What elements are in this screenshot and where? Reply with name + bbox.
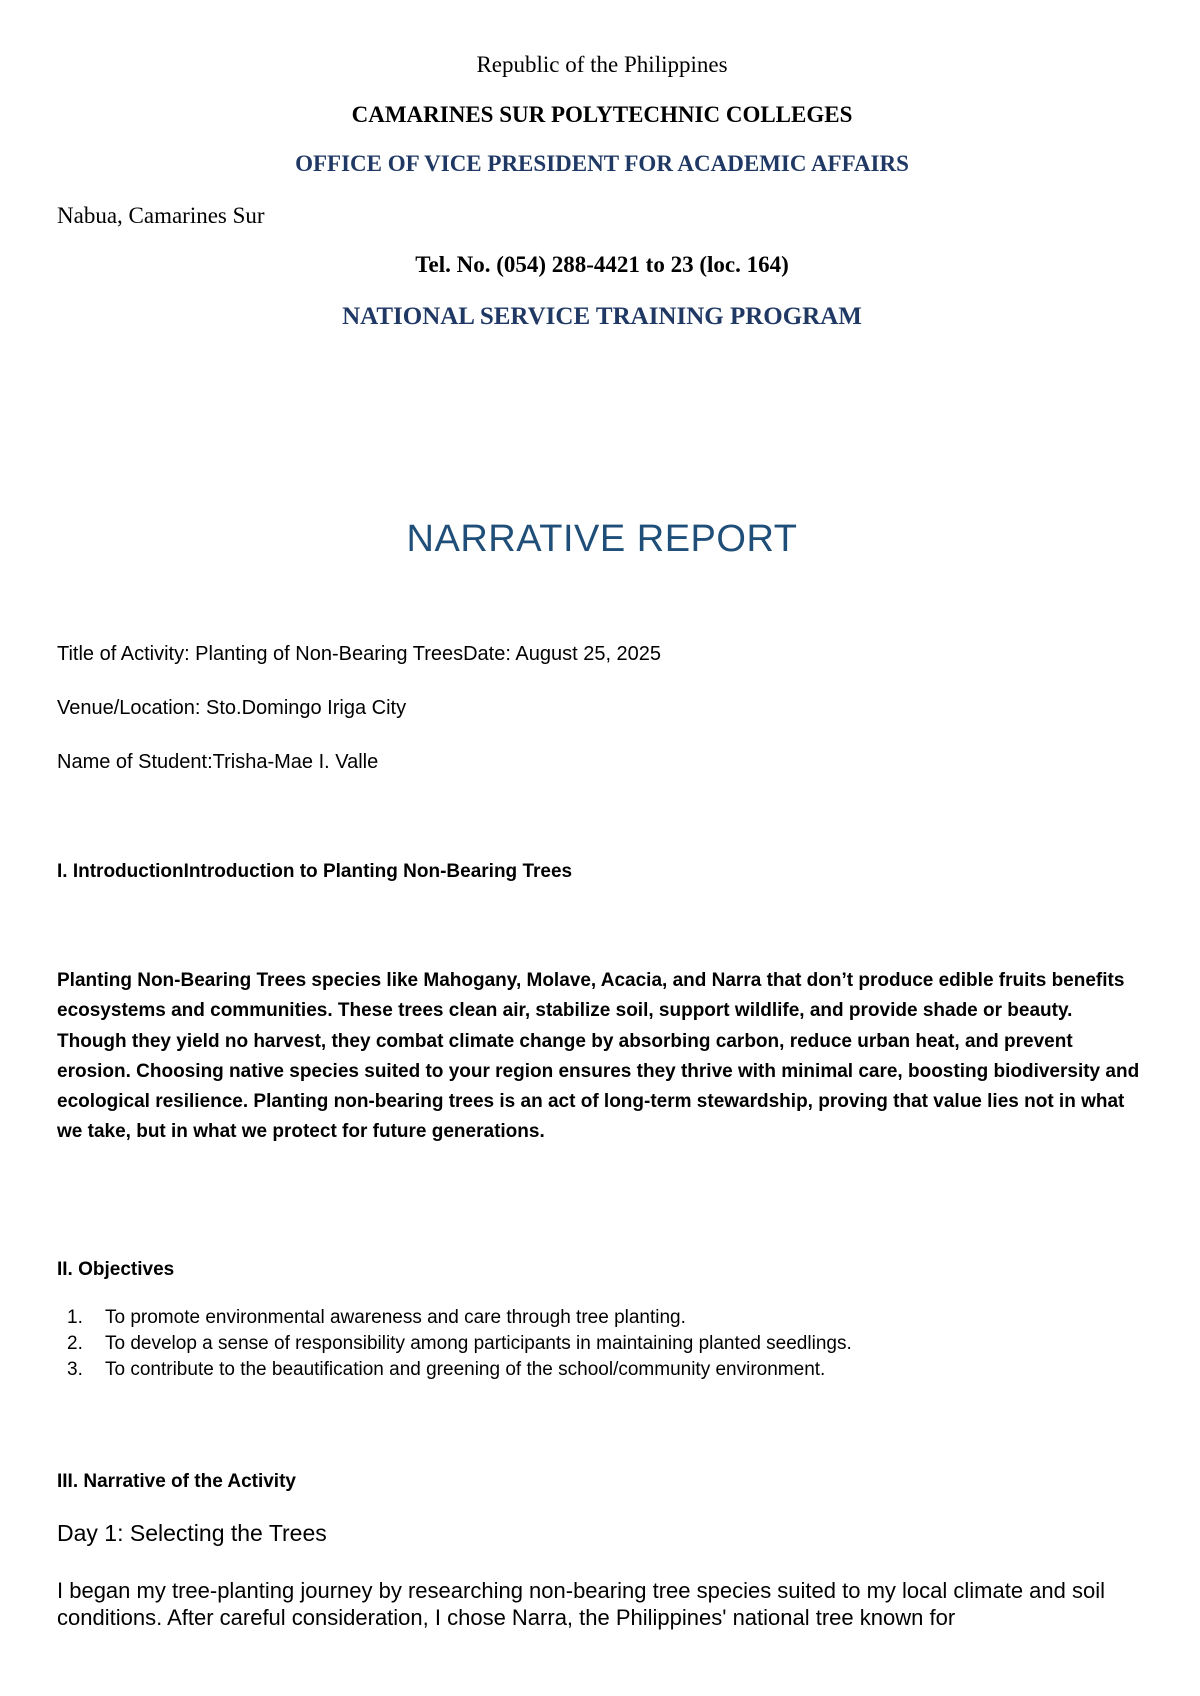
day1-paragraph: I began my tree-planting journey by researching non-bearing tree species suited to my local climate and soil conditions. After careful consideration, I chose Narra, the Philippines' national tree known for bbox=[57, 1578, 1106, 1630]
objective-number: 1. bbox=[67, 1307, 83, 1328]
objective-number: 3. bbox=[67, 1359, 83, 1380]
objective-text: To contribute to the beautification and greening of the school/community environment. bbox=[105, 1359, 826, 1380]
day1-heading: Day 1: Selecting the Trees bbox=[57, 1520, 327, 1546]
objective-text: To promote environmental awareness and care through tree planting. bbox=[105, 1307, 686, 1328]
objective-text: To develop a sense of responsibility among participants in maintaining planted seedlings. bbox=[105, 1333, 852, 1354]
header-college-name: CAMARINES SUR POLYTECHNIC COLLEGES bbox=[351, 102, 853, 127]
introduction-paragraph: Planting Non-Bearing Trees species like Mahogany, Molave, Acacia, and Narra that don’t produce edible fruits benefits ecosystems and communities. These trees clean air, stabilize soil, support wildlife, and provide shade or beauty. Though they yield no harvest, they combat climate change by absorbing carbon, reduce urban heat, and prevent erosion. Choosing native species suited to your region ensures they thrive with minimal care, boosting biodiversity and ecological resilience. Planting non-bearing trees is an act of long-term stewardship, proving that value lies not in what we take, but in what we protect for future generations. bbox=[57, 970, 1140, 1143]
introduction-heading: I. IntroductionIntroduction to Planting Non-Bearing Trees bbox=[57, 861, 573, 882]
student-name-line: Name of Student:Trisha-Mae I. Valle bbox=[57, 751, 379, 773]
objectives-heading: II. Objectives bbox=[57, 1259, 175, 1280]
objective-number: 2. bbox=[67, 1333, 83, 1354]
header-address: Nabua, Camarines Sur bbox=[57, 203, 265, 228]
venue-line: Venue/Location: Sto.Domingo Iriga City bbox=[57, 697, 407, 719]
header-republic: Republic of the Philippines bbox=[476, 52, 728, 77]
activity-title-line: Title of Activity: Planting of Non-Bearing TreesDate: August 25, 2025 bbox=[57, 643, 662, 665]
report-title: NARRATIVE REPORT bbox=[406, 518, 798, 560]
narrative-heading: III. Narrative of the Activity bbox=[57, 1471, 296, 1492]
header-program: NATIONAL SERVICE TRAINING PROGRAM bbox=[342, 303, 862, 330]
objective-item bbox=[57, 1331, 1147, 1357]
objective-item bbox=[57, 1305, 1147, 1331]
objectives-list bbox=[57, 1305, 1147, 1383]
header-office: OFFICE OF VICE PRESIDENT FOR ACADEMIC AFFAIRS bbox=[295, 151, 909, 176]
header-telephone: Tel. No. (054) 288-4421 to 23 (loc. 164) bbox=[415, 252, 789, 277]
objective-item bbox=[57, 1357, 1147, 1383]
